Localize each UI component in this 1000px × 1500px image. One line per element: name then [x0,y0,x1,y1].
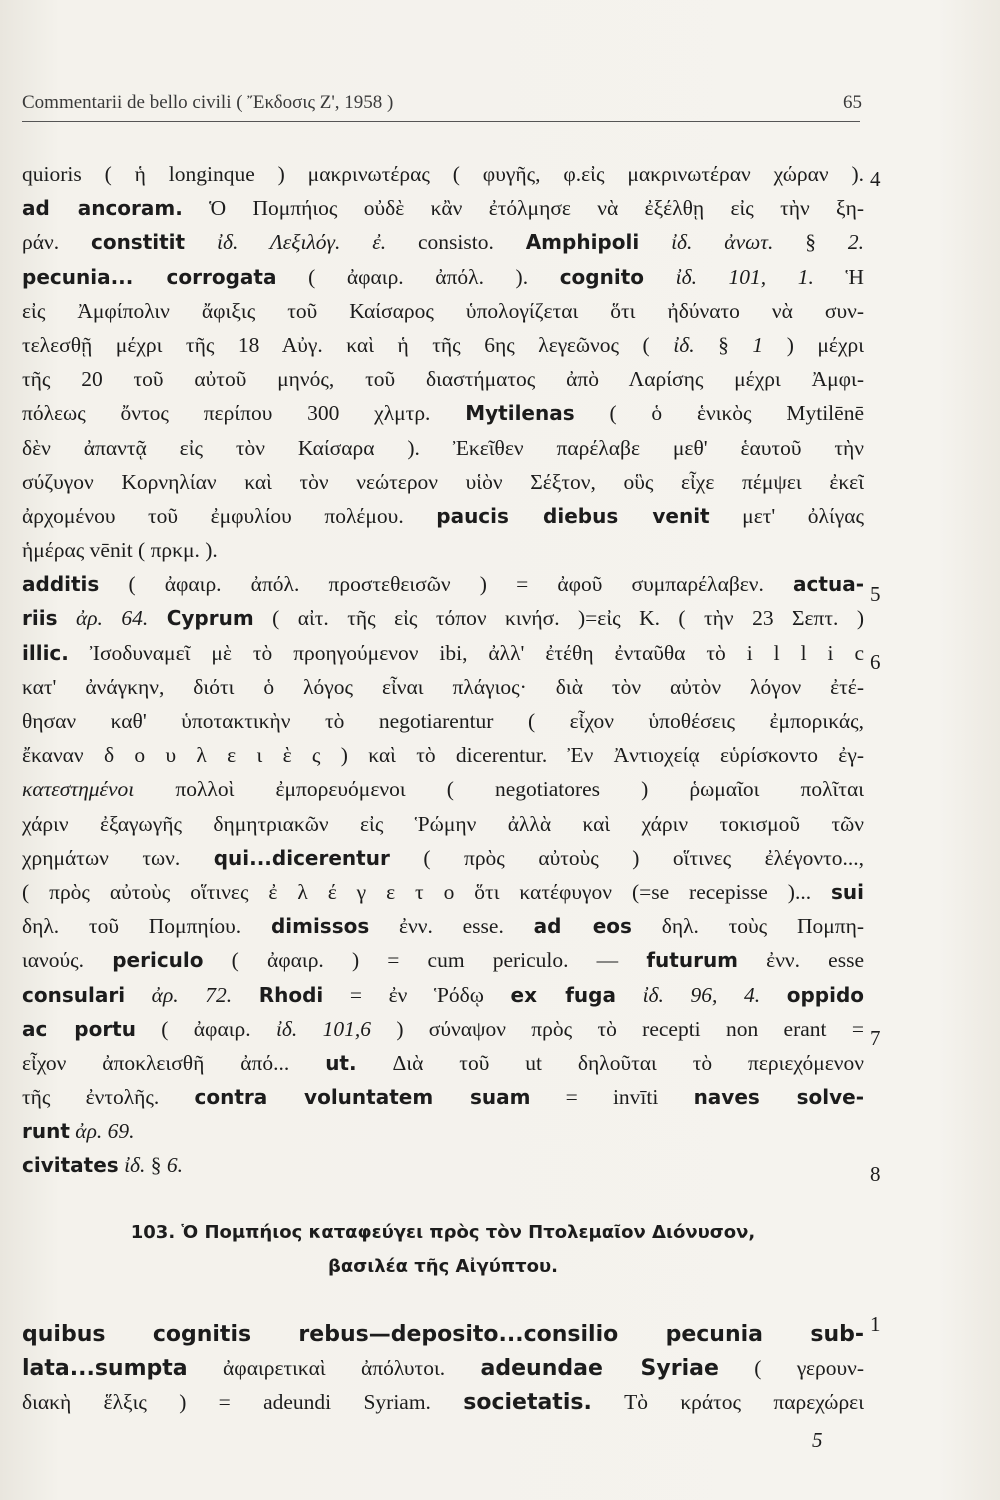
text-line: κατ' ἀνάγκην, διότι ὁ λόγος εἶναι πλάγιος· διὰ τὸν αὐτὸν λόγον ἐτέ- [22,674,864,699]
text-line: quibus cognitis rebus—deposito...consilio pecunia sub- [22,1322,864,1347]
text-line: lata...sumpta ἀφαιρετικαὶ ἀπόλυτοι. adeundae Syriae ( γερουν- [22,1356,864,1382]
margin-number: 5 [870,582,881,606]
text-line: διακὴ ἕλξις ) = adeundi Syriam. societatis. Τὸ κράτος παρεχώρει [22,1390,864,1416]
text-line: ac portu ( ἀφαιρ. ἰδ. 101,6 ) σύναψον πρὸς τὸ recepti non erant = [22,1016,864,1041]
text-line: ἔκαναν δ ο υ λ ε ι ὲ ς ) καὶ τὸ dicerentur. Ἐν Ἀντιοχείᾳ εὑρίσκοντο ἐγ- [22,743,864,768]
text-line: τῆς ἐντολῆς. contra voluntatem suam = invīti naves solve- [22,1085,864,1110]
text-line: χρημάτων των. qui...dicerentur ( πρὸς αὐτοὺς ) οἵτινες ἐλέγοντο..., [22,845,864,870]
section-text [22,1317,864,1420]
page-number: 65 [843,92,862,113]
text-line: ( πρὸς αὐτοὺς οἵτινες ἐ λ έ γ ε τ ο ὅτι κατέφυγον (=se recepisse )... sui [22,879,864,904]
text-line: δὲν ἀπαντᾷ εἰς τὸν Καίσαρα ). Ἐκεῖθεν παρέλαβε μεθ' ἑαυτοῦ τὴν [22,435,864,460]
text-line: illic. Ἰσοδυναμεῖ μὲ τὸ προηγούμενον ibi, ἀλλ' ἐτέθη ἐνταῦθα τὸ i l l i c [22,640,864,665]
text-line: ιανούς. periculo ( ἀφαιρ. ) = cum periculo. — futurum ἐνν. esse [22,948,864,973]
text-line: σύζυγον Κορνηλίαν καὶ τὸν νεώτερον υἱὸν Σέξτον, οὓς εἶχε πέμψει ἐκεῖ [22,469,864,494]
text-line: εἶχον ἀποκλεισθῆ ἀπό... ut. Διὰ τοῦ ut δηλοῦται τὸ περιεχόμενον [22,1050,864,1075]
text-line: ράν. constitit ἰδ. Λεξιλόγ. ἐ. consisto. Amphipoli ἰδ. ἀνωτ. § 2. [22,230,864,255]
text-line: θησαν καθ' ὑποτακτικὴν τὸ negotiarentur ( εἶχον ὑποθέσεις ἐμπορικάς, [22,709,864,733]
margin-number: 1 [870,1312,881,1336]
text-line: πόλεως ὄντος περίπου 300 χλμτρ. Mytilenas ( ὁ ἑνικὸς Mytilēnē [22,401,864,426]
margin-number: 7 [870,1026,881,1050]
running-head [22,92,862,114]
signature-number: 5 [812,1428,823,1452]
text-line: ἀρχομένου τοῦ ἐμφυλίου πολέμου. paucis diebus venit μετ' ὀλίγας [22,503,864,528]
text-line: τελεσθῇ μέχρι τῆς 18 Αὐγ. καὶ ἡ τῆς 6ης λεγεῶνος ( ἰδ. § 1 ) μέχρι [22,332,864,357]
text-line: civitates ἰδ. § 6. [22,1153,184,1178]
running-head-title: Commentarii de bello civili ( Ἔκδοσις Ζ', 1958 ) [22,92,394,113]
text-line: pecunia... corrogata ( ἀφαιρ. ἀπόλ. ). cognito ἰδ. 101, 1. Ἡ [22,264,864,289]
commentary-text [22,157,864,1183]
section-heading-line-2: βασιλέα τῆς Αἰγύπτου. [327,1256,558,1277]
text-line: additis ( ἀφαιρ. ἀπόλ. προστεθεισῶν ) = ἀφοῦ συμπαρέλαβεν. actua- [22,572,864,597]
text-line: ad ancoram. Ὁ Πομπήιος οὐδὲ κἂν ἐτόλμησε νὰ ἐξέλθῃ εἰς τὴν ξη- [22,196,864,221]
text-line: κατεστημένοι πολλοὶ ἐμπορευόμενοι ( negotiatores ) ῥωμαῖοι πολῖται [22,777,864,802]
text-line: εἰς Ἀμφίπολιν ἄφιξις τοῦ Καίσαρος ὑπολογίζεται ὅτι ἠδύνατο νὰ συν- [22,298,864,323]
margin-number: 8 [870,1162,881,1186]
text-line: τῆς 20 τοῦ αὐτοῦ μηνός, τοῦ διαστήματος ἀπὸ Λαρίσης μέχρι Ἀμφι- [22,367,864,392]
section-heading-line-1: 103. Ὁ Πομπήιος καταφεύγει πρὸς τὸν Πτολεμαῖον Διόνυσον, [130,1222,756,1243]
text-line: runt ἀρ. 69. [22,1119,135,1144]
text-line: δηλ. τοῦ Πομπηίου. dimissos ἐνν. esse. ad eos δηλ. τοὺς Πομπη- [22,914,864,939]
header-rule [22,121,860,122]
margin-number: 4 [870,167,881,191]
margin-number: 6 [870,650,881,674]
text-line: consulari ἀρ. 72. Rhodi = ἐν Ῥόδῳ ex fuga ἰδ. 96, 4. oppido [22,982,864,1007]
text-line: riis ἀρ. 64. Cyprum ( αἰτ. τῆς εἰς τόπον κινήσ. )=εἰς Κ. ( τὴν 23 Σεπτ. ) [22,606,864,631]
text-line: quioris ( ἡ longinque ) μακρινωτέρας ( φυγῆς, φ.εἰς μακρινωτέραν χώραν ). [22,162,864,186]
text-line: χάριν ἐξαγωγῆς δημητριακῶν εἰς Ῥώμην ἀλλὰ καὶ χάριν τοκισμοῦ τῶν [22,811,864,836]
text-line: ἡμέρας vēnit ( πρκμ. ). [22,538,218,563]
